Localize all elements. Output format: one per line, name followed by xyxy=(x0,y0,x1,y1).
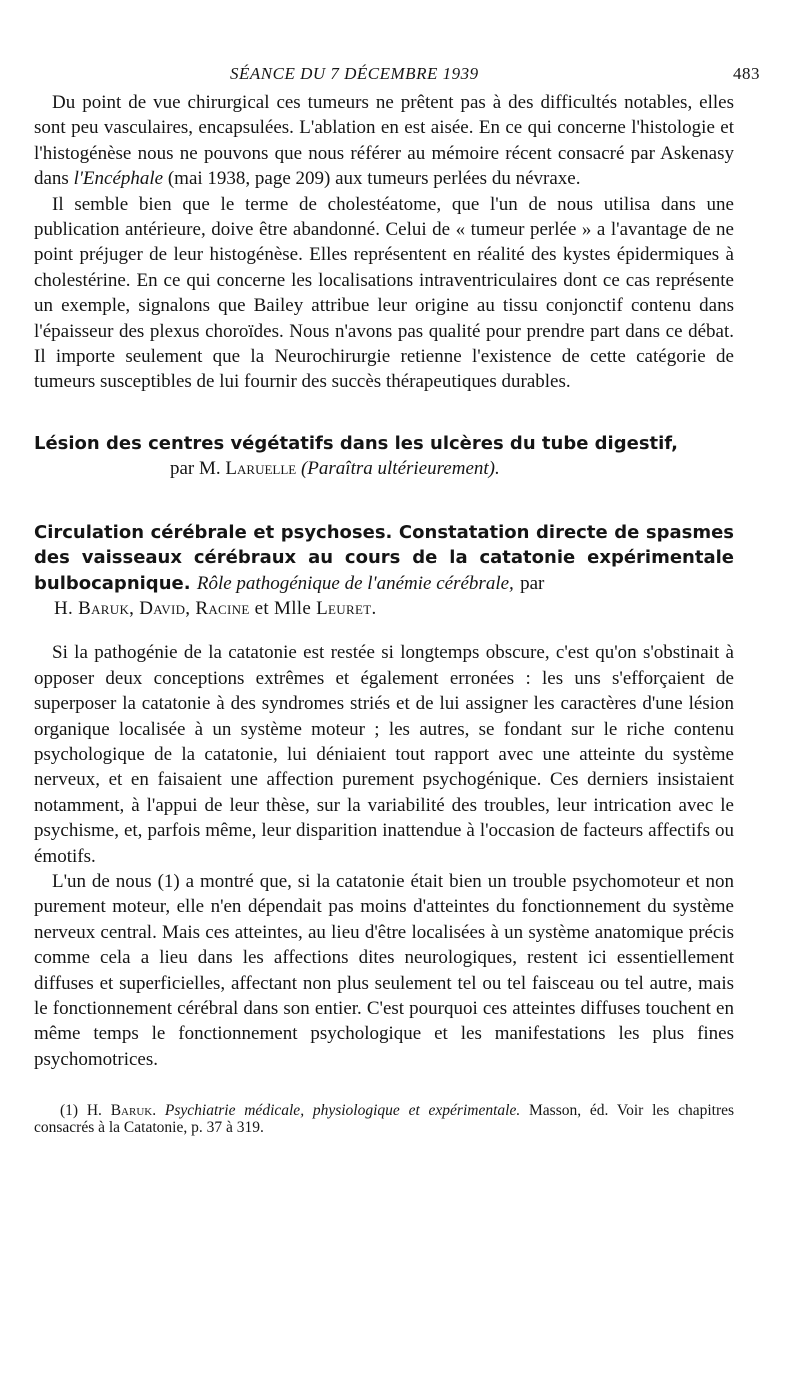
footnote-author: H. Baruk. xyxy=(86,1102,157,1120)
section-circulation-par: par xyxy=(520,572,545,594)
section-lesion-byline xyxy=(34,456,734,481)
section-lesion xyxy=(34,431,734,482)
footnote xyxy=(34,1102,734,1136)
page xyxy=(34,60,760,1137)
section-circulation-title-text: Circulation cérébrale et psychoses. Constatation directe de spasmes des vaisseaux cérébraux au cours de la catatonie expérimentale bulbocapnique. xyxy=(34,521,734,594)
byline-author: Laruelle xyxy=(225,458,297,480)
journal-title: l'Encéphale xyxy=(73,168,164,190)
footnote-rest: Masson, éd. Voir les chapitres consacrés à la Catatonie, p. 37 à 319. xyxy=(34,1102,735,1137)
section-circulation xyxy=(34,520,734,622)
intro-paragraph-1-end: (mai 1938, page 209) aux tumeurs perlées du névraxe. xyxy=(163,168,581,190)
section-lesion-title: Lésion des centres végétatifs dans les ulcères du tube digestif, xyxy=(34,432,678,454)
section-circulation-authors xyxy=(34,596,734,621)
body-paragraph-1: Si la pathogénie de la catatonie est restée si longtemps obscure, c'est qu'on s'obstinait à opposer deux conceptions extrêmes et également erronées : les uns s'efforçaient de superposer la catatonie à des syndromes striés et de lui assigner les caractères d'une lésion organique localisée à un système moteur ; les autres, se fondant sur le riche contenu psychologique de la catatonie, lui déniaient tout rapport avec une atteinte du système nerveux, et en faisaient une affection purement psychogénique. Ces derniers insistaient notamment, à l'appui de leur thèse, sur la variabilité des troubles, leur intrication avec le psychisme, et, parfois même, leur disparition inattendue à l'occasion de facteurs affectifs ou émotifs. xyxy=(34,642,734,867)
intro-paragraph-1 xyxy=(34,90,734,192)
byline-par: par M. xyxy=(170,458,221,480)
body-paragraph-2: L'un de nous (1) a montré que, si la catatonie était bien un trouble psychomoteur et non purement moteur, elle n'en dépendait pas moins d'atteintes du fonctionnement du système nerveux central. Mais ces atteintes, au lieu d'être localisées à un système anatomique précis comme cela a lieu dans les affections dites neurologiques, restent ici essentiellement diffuses et superficielles, affectant non plus seulement tel ou tel faisceau ou tel autre, mais le fonctionnement cérébral dans son entier. C'est pourquoi ces atteintes diffuses touchent en même temps le fonctionnement psychologique et les manifestations les plus fines psychomotrices. xyxy=(34,870,734,1070)
byline-note: (Paraîtra ultérieurement). xyxy=(300,458,500,480)
authors-et: et xyxy=(254,597,269,619)
authors-list-2: Leuret. xyxy=(316,597,377,619)
page-number: 483 xyxy=(733,64,760,83)
intro-paragraph-1-text: Du point de vue chirurgical ces tumeurs ne prêtent pas à des difficultés notables, elles sont peu vasculaires, encapsulées. L'ablation en est aisée. En ce qui concerne l'histologie et l'histogénèse nous ne pouvons que nous référer au mémoire récent consacré par Askenasy dans xyxy=(34,92,734,190)
running-title: SÉANCE DU 7 DÉCEMBRE 1939 xyxy=(230,64,479,83)
authors-list-1: H. Baruk, David, Racine xyxy=(54,597,250,619)
running-header xyxy=(34,60,760,90)
footnote-marker: (1) xyxy=(60,1102,79,1120)
section-circulation-title xyxy=(34,520,734,596)
section-circulation-subtitle: Rôle pathogénique de l'anémie cérébrale, xyxy=(196,572,514,594)
authors-mlle: Mlle xyxy=(274,597,312,619)
footnote-work: Psychiatrie médicale, physiologique et expérimentale. xyxy=(164,1102,521,1120)
intro-paragraph-2: Il semble bien que le terme de cholestéatome, que l'un de nous utilisa dans une publication antérieure, doive être abandonné. Celui de « tumeur perlée » a l'avantage de ne point préjuger de leur histogénèse. Elles représentent en réalité des kystes épidermiques à cholestérine. En ce qui concerne les localisations intraventriculaires dont ce cas représente un exemple, signalons que Bailey attribue leur origine au tissu conjonctif contenu dans l'épaisseur des plexus choroïdes. Nous n'avons pas qualité pour prendre part dans ce débat. Il importe seulement que la Neurochirurgie retienne l'existence de cette catégorie de tumeurs susceptibles de lui fournir des succès thérapeutiques durables. xyxy=(34,193,734,393)
section-circulation-body xyxy=(34,640,734,1072)
